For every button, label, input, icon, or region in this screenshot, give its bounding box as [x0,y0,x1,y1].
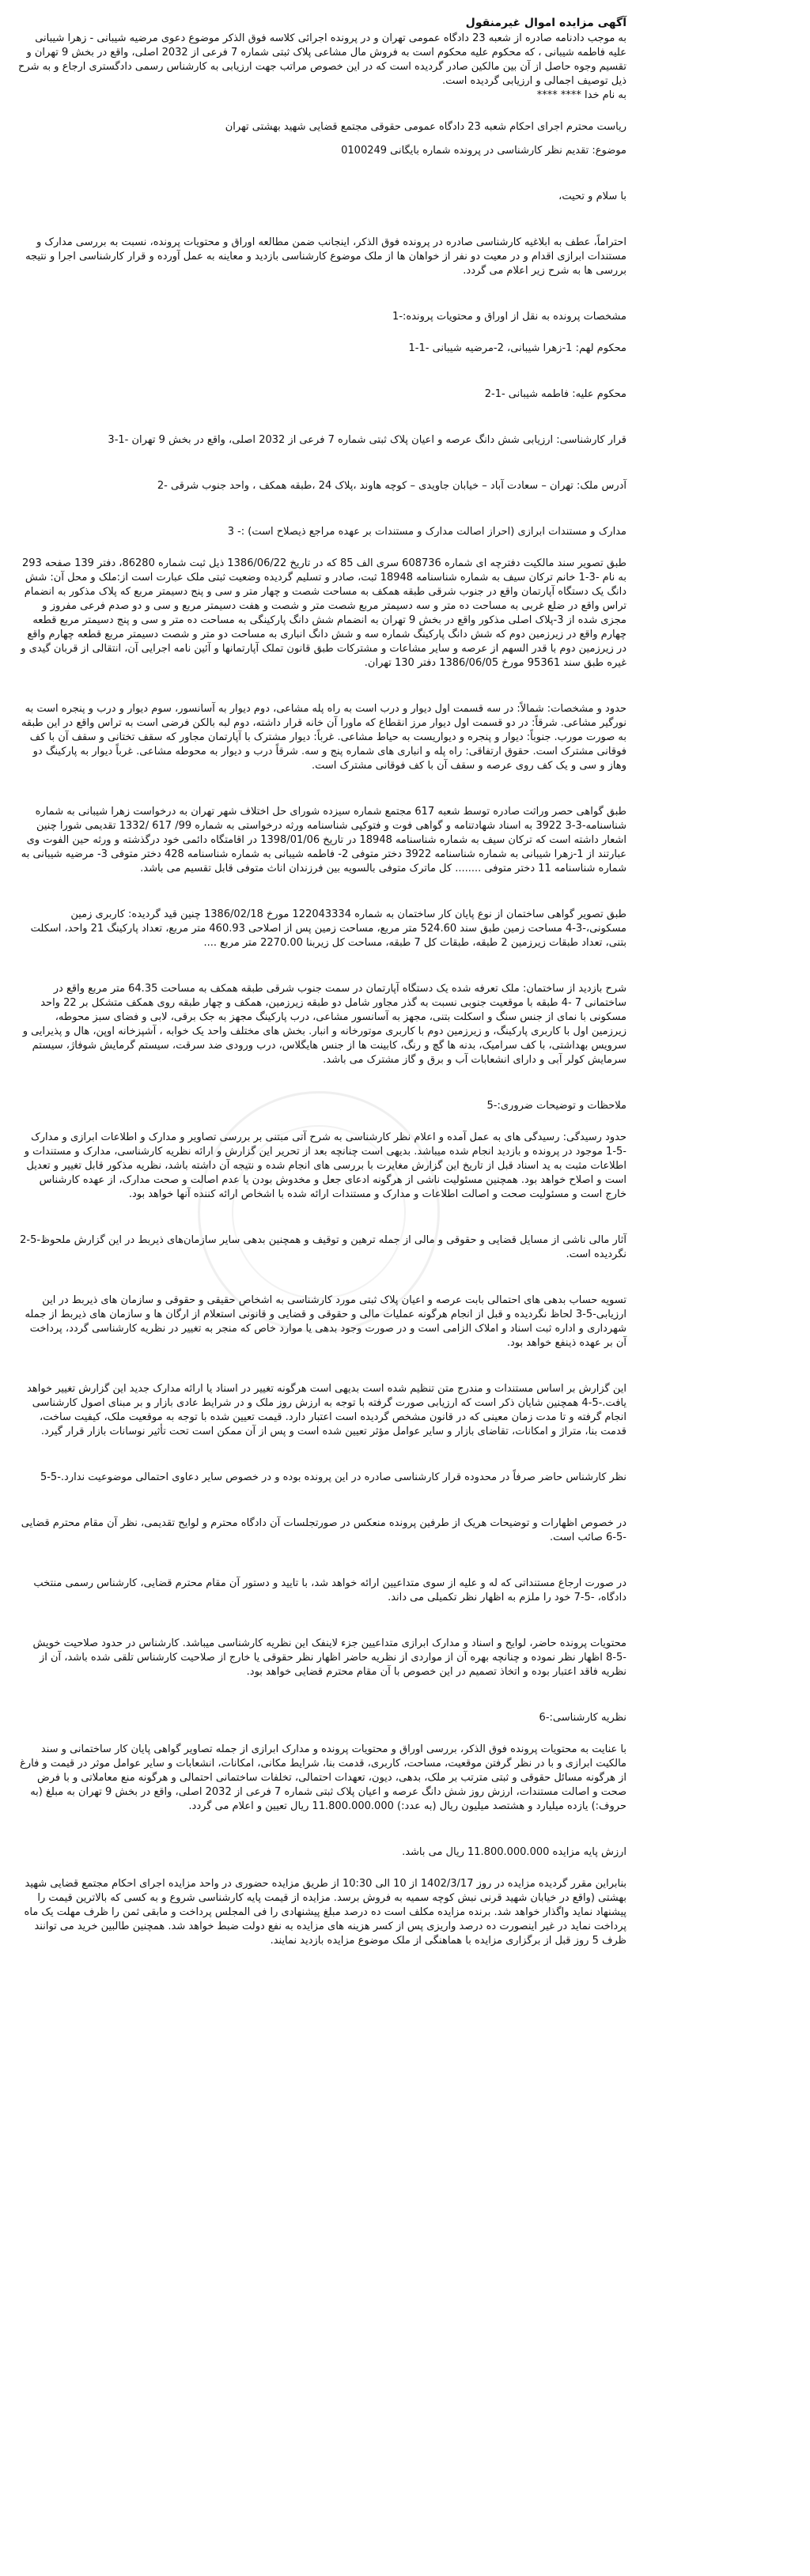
auction-notice-document [17,16,626,1958]
note-5-7: در صورت ارجاع مستنداتی که له و علیه از سوی متداعیین ارائه خواهد شد، با تایید و دستور آن مقام محترم قضایی، کارشناس رسمی منتخب دادگاه، -5-7 خود را ملزم به اظهار نظر تکمیلی می داند. [33,1577,626,1603]
notice-header [17,16,626,103]
note-5-8: محتویات پرونده حاضر، لوایح و اسناد و مدارک ابرازی متداعیین جزء لاینفک این نظریه کارشناسی میباشد. کارشناس در حدود صلاحیت خویش -5-8 اظهار نظر نموده و چنانچه بهره آن از مواردی از نظریه حاضر اظهار نظر حقوقی یا خارج از صلاحیت کارشناس تلقی شده باشد، آن از نظریه فاقد اعتبار بوده و اتخاذ تصمیم در این خصوص با آن مقام محترم قضایی خواهد بود. [32,1637,626,1678]
preface-paragraph: احتراماً، عطف به ابلاغیه کارشناسی صادره در پرونده فوق الذکر، اینجانب ضمن مطالعه اوراق و محتویات پرونده، نسبت به بررسی مدارک و مستندات ابرازی اقدام و در معیت دو نفر از خواهان ها از ملک موضوع کارشناسی بازدید و معاینه به عمل آورده و قرار کارشناسی اجرا و نتیجه بررسی ها به شرح زیر اعلام می گردد. [25,236,626,277]
note-5-4: این گزارش بر اساس مستندات و مندرج متن تنظیم شده است بدیهی است هرگونه تغییر در اسناد یا ارائه مدارک جدید این گزارش تغییر خواهد یافت.-5-4 همچنین شایان ذکر است که ارزیابی صورت گرفته با توجه به ارزش روز ملک و در شرایط عادی بازار و بر مبنای اصول کارشناسی انجام گرفته و تا مدت زمان معینی که در قانون مشخص گردیده است اعتبار دارد. قیمت تعیین شده با توجه به موقعیت ملک، کیفیت ساخت، قدمت بنا، متراژ و امکانات، تقاضای بازار و سایر عوامل مؤثر تعیین شده است و پس از آن ممکن است تحت تأثیر نوسانات بازار قرار گیرد. [27,1383,626,1437]
note-5-5: نظر کارشناس حاضر صرفاً در محدوده قرار کارشناسی صادره در این پرونده بوده و در خصوص سایر دعاوی احتمالی موضوعیت ندارد.-5-5 [40,1471,626,1483]
note-5-2: آثار مالی ناشی از مسایل قضایی و حقوقی و مالی از جمله ترهین و توقیف و همچنین بدهی سایر سازمان‌های ذیربط در این گزارش ملحوظ-5-2 نگردیده است. [20,1234,626,1260]
note-5-3: تسویه حساب بدهی های احتمالی بابت عرصه و اعیان پلاک ثبتی مورد کارشناسی به اشخاص حقیقی و حقوقی و سازمان های ذیربط در این ارزیابی-5-3 لحاظ نگردیده و قبل از انجام هرگونه عملیات مالی و حقوقی و قضایی و قانونی استعلام از ارگان ها و سازمان های ذیربط از جمله شهرداری و اداره ثبت اسناد و املاک الزامی است و در صورت وجود بدهی یا موارد خاص که منجر به تغییر در نظریه کارشناسی گردد، پرداخت آن بر عهده ذینفع خواهد بود. [25,1294,626,1349]
defendant-line: محکوم علیه: فاطمه شیبانی -1-2 [484,388,626,400]
note-5-6: در خصوص اظهارات و توضیحات هریک از طرفین پرونده منعکس در صورتجلسات آن دادگاه محترم و لوایح تقدیمی، نظر آن مقام محترم قضایی -5-6 صائب است. [21,1517,626,1543]
greeting: با سلام و تحیت، [558,191,626,202]
notice-title: آگهی مزایده اموال غیرمنقول [465,17,626,29]
document-3-1: طبق تصویر سند مالکیت دفترچه ای شماره 608736 سری الف 85 که در تاریخ 1386/06/22 ذیل ثبت شماره 86280، دفتر 139 صفحه 293 به نام -3-1 خانم ترکان سیف به شماره شناسنامه 18948 ثبت، صادر و تسلیم گردیده وضعیت ثبتی ملک عبارت است از:ملک و محل آن: شش دانگ یک دستگاه آپارتمان واقع در جنوب شرقی طبقه همکف به مساحت شصت و چهار متر و سی و پنج دسیمتر مربع که پلاک مذکور به انضمام تراس واقع در ضلع غربی به مساحت ده متر و سه دسیمتر مربع شصت متر و شصت و هفت دسیمتر مربع و سی و دو صدم فرعی مفروز و مجزی شده از 3-پلاک اصلی مذکور واقع در بخش 9 تهران به انضمام شش دانگ پارکینگی به مساحت ده متر و سی و پنج دسیمتر مربع قطعه چهارم واقع در زیرزمین دوم که شش دانگ پارکینگ شماره سه و شش دانگ انباری به مساحت دو متر و شصت دسیمتر مربع قطعه چهارم واقع در زیرزمین دوم با قدر السهم از عرصه و سایر مشاعات و مشترکات طبق قانون تملک آپارتمانها و آئین نامه اجرایی آن، انتقالی از قربان گیدی و غیره طبق سند 95361 مورخ 1386/06/05 دفتر 130 تهران. [21,557,626,669]
claimants-line: محکوم لهم: 1-زهرا شیبانی، 2-مرضیه شیبانی -1-1 [408,342,626,354]
section-6-heading: نظریه کارشناسی:-6 [539,1712,626,1724]
assignment-line: قرار کارشناسی: ارزیابی شش دانگ عرصه و اعیان پلاک ثبتی شماره 7 فرعی از 2032 اصلی، واقع در بخش 9 تهران -1-3 [108,434,626,446]
section-1-heading: مشخصات پرونده به نقل از اوراق و محتویات پرونده:-1 [392,311,626,323]
document-3-2: حدود و مشخصات: شمالاً: در سه قسمت اول دیوار و درب است به راه پله مشاعی، دوم دیوار به آسانسور، سوم دیوار و درب و پنجره است به نورگیر مشاعی. شرقاً: در دو قسمت اول دیوار مرز انقطاع که ماورا آن خانه قرار داشته، دوم لبه بالکن فرضی است به تراس واقع در این طبقه به صورت مورب. جنوباً: دیوار و پنجره و دیواریست به حیاط مشاعی. غرباً: دیوار مشترک با آپارتمان مجاور که سقف تختانی و سقف آن با کف فوقانی مشترک است. حقوق ارتفاقی: راه پله و انباری های شماره پنج و سه. شرقاً درب و دیوار به محوطه مشاعی. غرباً دیوار به پارکینگ دو وهاز و سی و یک کف روی عرصه و سقف آن با کف فوقانی مشترک است. [21,703,626,772]
expert-opinion: با عنایت به محتویات پرونده فوق الذکر، بررسی اوراق و محتویات پرونده و مدارک ابرازی از جمله تصاویر گواهی پایان کار ساختمانی و سند مالکیت ابرازی و با در نظر گرفتن موقعیت، مساحت، کاربری، قدمت بنا، شرایط مکانی، امکانات، انشعابات و سایر عوامل موثر در قیمت و فارغ از هرگونه مسائل حقوقی و ثبتی مترتب بر ملک، بدهی، دیون، تعهدات احتمالی، تخلفات ساختمانی احتمالی و هرگونه منع معاملاتی و با فرض صحت و اصالت مستندات، ارزش روز شش دانگ عرصه و اعیان پلاک ثبتی شماره 7 فرعی از 2032 اصلی، واقع در بخش 9 تهران به مبلغ (به حروف:) یازده میلیارد و هشتصد میلیون ریال (به عدد:) 11.800.000.000 ریال تعیین و اعلام می گردد. [20,1743,626,1812]
documents-heading: مدارک و مستندات ابرازی (احراز اصالت مدارک و مستندات بر عهده مراجع ذیصلاح است) :- 3 [227,526,626,538]
subject-line: موضوع: تقدیم نظر کارشناسی در پرونده شماره بایگانی 0100249 [341,145,626,157]
masked-name: به نام خدا **** **** [536,89,626,101]
document-3-4: طبق تصویر گواهی ساختمان از نوع پایان کار ساختمان به شماره 122043334 مورخ 1386/02/18 چنین قید گردیده: کاربری زمین مسکونی،-3-4 مساحت زمین طبق سند 524.60 متر مربع، مساحت زمین پس از اصلاحی 460.93 متر مربع، تعداد پارکینگ 21 واحد، اسکلت بتنی، تعداد طبقات زیرزمین 2 طبقه، طبقات کل 7 طبقه، مساحت کل زیربنا 2270.00 متر مربع .... [30,908,626,949]
addressee: ریاست محترم اجرای احکام شعبه 23 دادگاه عمومی حقوقی مجتمع قضایی شهید بهشتی تهران [225,121,626,133]
section-5-heading: ملاحظات و توضیحات ضروری:-5 [486,1100,626,1112]
notice-intro: به موجب دادنامه صادره از شعبه 23 دادگاه عمومی تهران و در پرونده اجرائی کلاسه فوق الذکر موضوع دعوی مرضیه شیبانی - زهرا شیبانی علیه فاطمه شیبانی ، که محکوم علیه محکوم است به فروش مال مشاعی پلاک ثبتی شماره 7 فرعی از 2032 اصلی، واقع در بخش 9 تهران و تقسیم وجوه حاصل از آن بین مالکین صادر گردیده است که در این خصوص مراتب جهت ارزیابی به کارشناس رسمی دادگستری ارجاع و به شرح ذیل توصیف اجمالی و ارزیابی گردیده است. [18,32,626,87]
base-price-line: ارزش پایه مزایده 11.800.000.000 ریال می باشد. [402,1846,626,1858]
document-3-3: طبق گواهی حصر وراثت صادره توسط شعبه 617 مجتمع شماره سیزده شورای حل اختلاف شهر تهران به درخواست زهرا شیبانی به شماره شناسنامه-3-3 3922 به اسناد شهادتنامه و گواهی فوت و فتوکپی شناسنامه ورثه درخواستی به شماره 99/ 617 /1332 تقدیمی شورا چنین اشعار داشته است که ترکان سیف به شماره شناسنامه 18948 در تاریخ 1398/01/06 در اقامتگاه دائمی خود درگذشته و ورثه حین الفوت وی عبارتند از 1-زهرا شیبانی به شماره شناسنامه 3922 دختر متوفی 2- فاطمه شیبانی به شماره شناسنامه 428 دختر متوفی 3- مرضیه شیبانی به شماره شناسنامه 11 دختر متوفی ........ کل ماترک متوفی بالسویه بین فرزندان اناث متوفی قابل تقسیم می باشد. [21,806,626,874]
auction-terms: بنابراین مقرر گردیده مزایده در روز 1402/3/17 از 10 الی 10:30 از طریق مزایده حضوری در واحد مزایده اجرای احکام مجتمع قضایی شهید بهشتی (واقع در خیابان شهید قرنی نبش کوچه سمیه به فروش برسد. مزایده از قیمت پایه کارشناسی شروع و به کسی که بالاترین قیمت را پیشنهاد نماید واگذار خواهد شد. برنده مزایده مکلف است ده درصد مبلغ پیشنهادی را فی المجلس پرداخت و مابقی ثمن را ظرف مهلت یک ماه پرداخت نماید در غیر اینصورت ده درصد واریزی پس از کسر هزینه های مزایده به نفع دولت ضبط خواهد شد. همچنین طالبین خرید می توانند ظرف 5 روز قبل از برگزاری مزایده با هماهنگی از ملک موضوع مزایده بازدید نمایند. [24,1878,626,1947]
property-address: آدرس ملک: تهران – سعادت آباد – خیابان جاویدی – کوچه هاوند ،پلاک 24 ،طبقه همکف ، واحد جنوب شرقی -2 [157,480,626,492]
visit-description: شرح بازدید از ساختمان: ملک تعرفه شده یک دستگاه آپارتمان در سمت جنوب شرقی طبقه همکف به مساحت 64.35 متر مربع واقع در ساختمانی 7 -4 طبقه با موقعیت جنوبی نسبت به گذر مجاور شامل دو طبقه زیرزمین، همکف و چهار طبقه روی همکف متشکل بر 22 واحد مسکونی با نمای از جنس سنگ و اسکلت بتنی، مجهز به آسانسور مشاعی، درب پارکینگ مجهز به جک برقی، لابی و فضای سبز محوطه، زیرزمین اول با کاربری پارکینگ، و زیرزمین دوم با کاربری موتورخانه و انبار. بخش های مختلف واحد یک خوابه ، آشپزخانه اوپن، هال و پذیرایی و سرویس بهداشتی، با کف سرامیک، بدنه ها گچ و رنگ، کابینت ها از جنس هایگلاس، درب ورودی ضد سرقت، سیستم گرمایش شوفاژ، سیستم سرمایش کولر آبی و دارای انشعابات آب و برق و گاز مشترک می باشد. [22,983,626,1066]
note-5-1: حدود رسیدگی: رسیدگی های به عمل آمده و اعلام نظر کارشناسی به شرح آتی مبتنی بر بررسی تصاویر و مدارک و اطلاعات ابرازی و مدارک -5-1 موجود در پرونده و بازدید انجام شده میباشد. بدیهی است چنانچه بعد از تحریر این گزارش و ارائه نظریه کارشناسی، مدارک و مستندات و اطلاعات مثبت به ید اسناد قبل از تاریخ این گزارش مغایرت با بررسی های انجام شده و نتیجه آن داشته باشد، نظریه مذکور قابل تغییر و تعدیل است و اصلاح خواهد بود. همچنین مسئولیت ناشی از هرگونه ادعای جعل و مخدوش بودن یا عدم اصالت و صحت مدارک، از عهده کارشناس خارج است و مسئولیت صحت و اصالت اطلاعات و مدارک و مستندات ارائه شده با اشخاص ارائه کننده آنها خواهد بود. [24,1131,626,1200]
